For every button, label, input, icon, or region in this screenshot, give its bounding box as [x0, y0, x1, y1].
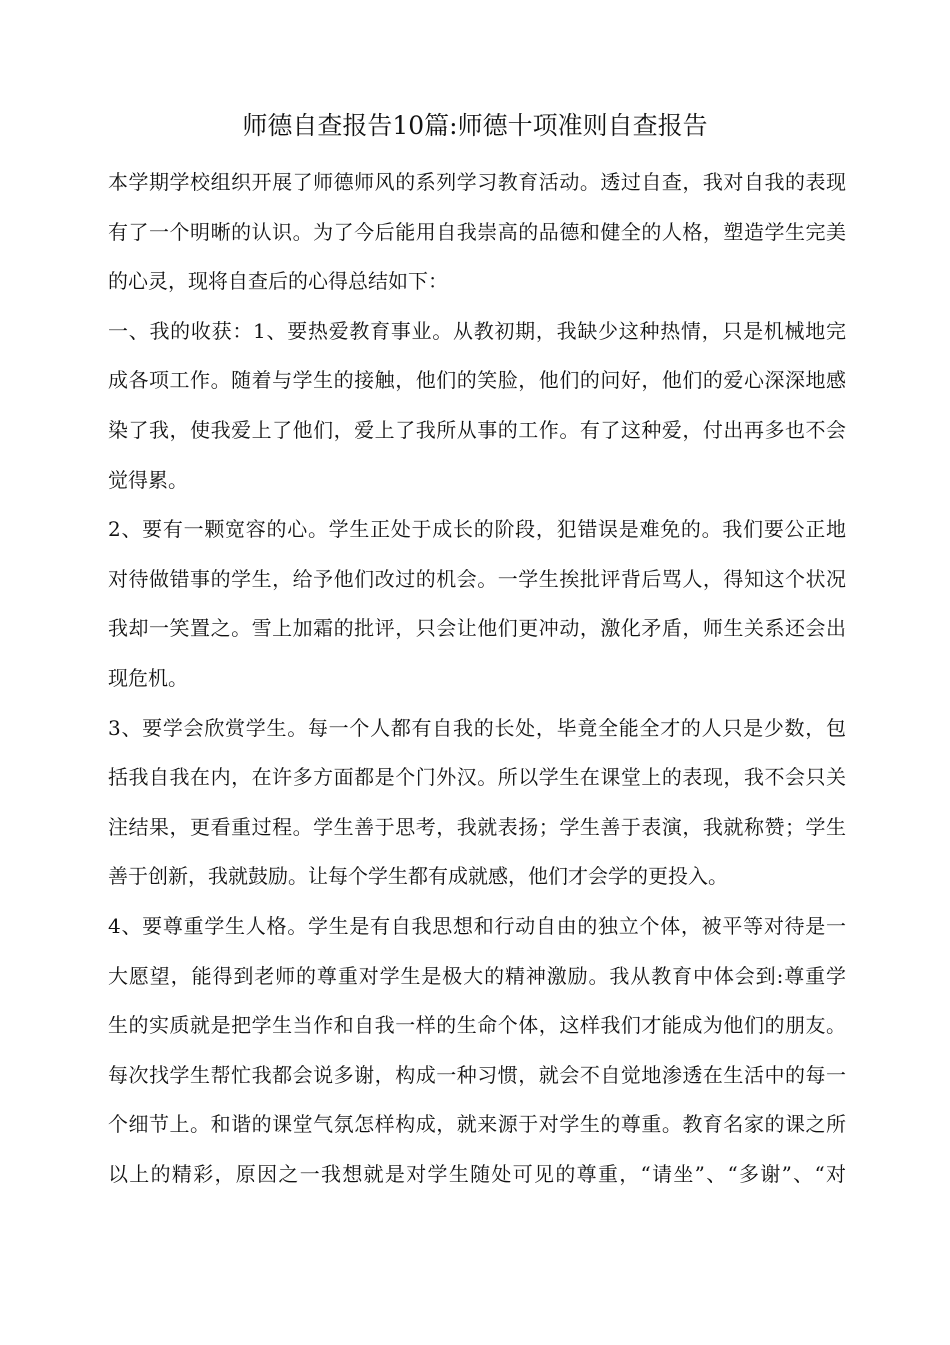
text-line: 有了一个明晰的认识。为了今后能用自我崇高的品德和健全的人格，塑造学生完美: [108, 219, 846, 244]
text-line: 成各项工作。随着与学生的接触，他们的笑脸，他们的问好，他们的爱心深深地感: [108, 368, 846, 393]
text-line: 个细节上。和谐的课堂气氛怎样构成，就来源于对学生的尊重。教育名家的课之所: [108, 1112, 846, 1137]
text-line: 一、我的收获：1、要热爱教育事业。从教初期，我缺少这种热情，只是机械地完: [108, 318, 846, 343]
text-line: 4、要尊重学生人格。学生是有自我思想和行动自由的独立个体，被平等对待是一: [108, 913, 846, 938]
document-body: [108, 166, 846, 1207]
text-line: 觉得累。: [108, 467, 188, 492]
text-line: 2、要有一颗宽容的心。学生正处于成长的阶段，犯错误是难免的。我们要公正地: [108, 517, 846, 542]
text-line: 的心灵，现将自查后的心得总结如下：: [108, 269, 448, 294]
text-line: 括我自我在内，在许多方面都是个门外汉。所以学生在课堂上的表现，我不会只关: [108, 765, 846, 790]
text-line: 3、要学会欣赏学生。每一个人都有自我的长处，毕竟全能全才的人只是少数，包: [108, 715, 846, 740]
text-line: 善于创新，我就鼓励。让每个学生都有成就感，他们才会学的更投入。: [108, 864, 728, 889]
text-line: 我却一笑置之。雪上加霜的批评，只会让他们更冲动，激化矛盾，师生关系还会出: [108, 616, 846, 641]
text-line: 生的实质就是把学生当作和自我一样的生命个体，这样我们才能成为他们的朋友。: [108, 1013, 846, 1038]
text-line: 染了我，使我爱上了他们，爱上了我所从事的工作。有了这种爱，付出再多也不会: [108, 417, 846, 442]
text-line: 以上的精彩，原因之一我想就是对学生随处可见的尊重，“请坐”、“多谢”、“对: [108, 1161, 846, 1186]
text-line: 大愿望，能得到老师的尊重对学生是极大的精神激励。我从教育中体会到:尊重学: [108, 963, 846, 988]
text-line: 现危机。: [108, 665, 188, 690]
text-line: 对待做错事的学生，给予他们改过的机会。一学生挨批评背后骂人，得知这个状况: [108, 566, 846, 591]
text-line: 每次找学生帮忙我都会说多谢，构成一种习惯，就会不自觉地渗透在生活中的每一: [108, 1062, 846, 1087]
document-title: 师德自查报告10篇:师德十项准则自查报告: [242, 111, 708, 140]
text-line: 本学期学校组织开展了师德师风的系列学习教育活动。透过自查，我对自我的表现: [108, 170, 846, 194]
text-line: 注结果，更看重过程。学生善于思考，我就表扬；学生善于表演，我就称赞；学生: [108, 814, 846, 839]
